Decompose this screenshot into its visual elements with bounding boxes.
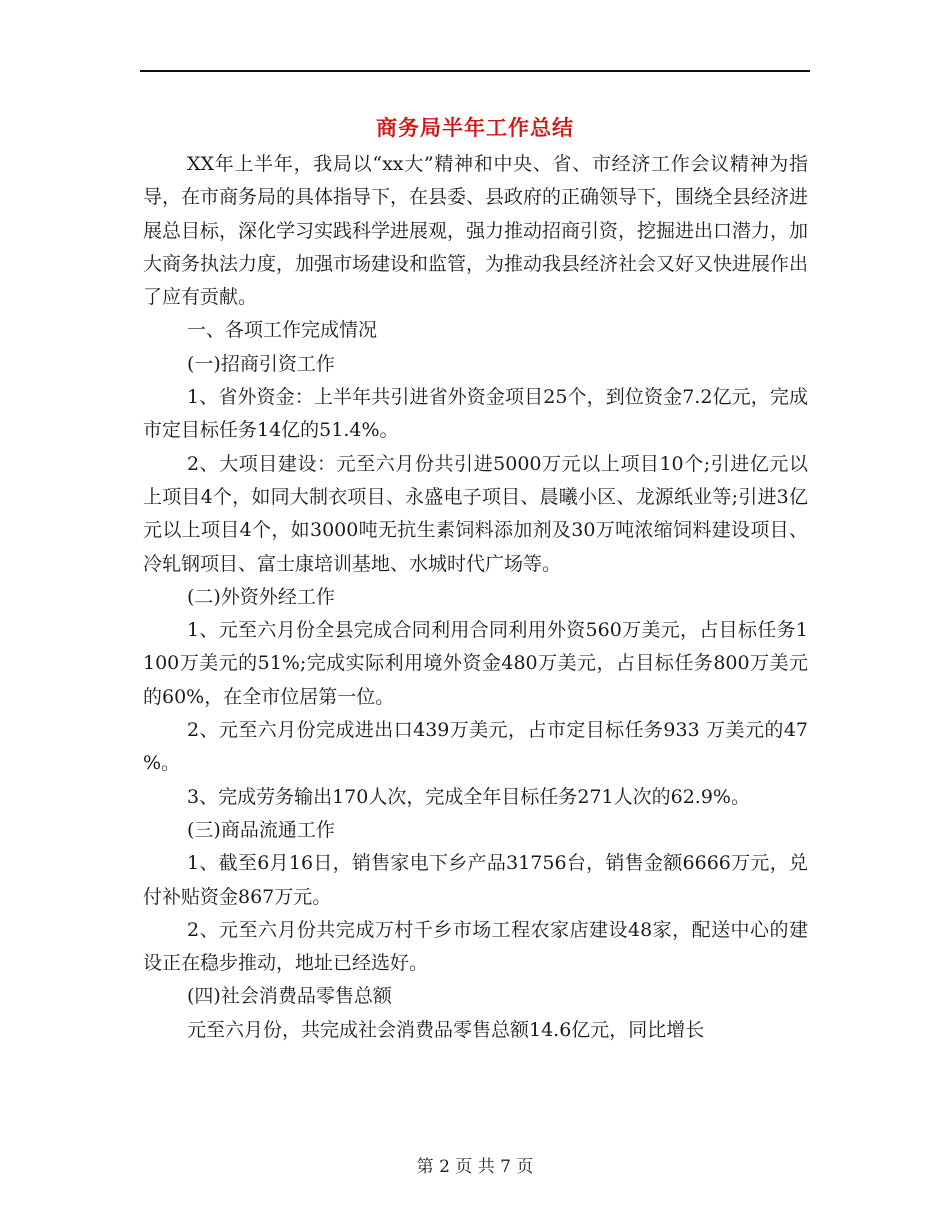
- subsection-heading: (二)外资外经工作: [187, 585, 335, 608]
- body-paragraph: 2、元至六月份完成进出口439万美元，占市定目标任务933 万美元的47 %。: [143, 719, 808, 775]
- subsection-heading: (一)招商引资工作: [187, 352, 335, 375]
- body-paragraph: 1、省外资金：上半年共引进省外资金项目25个，到位资金7.2亿元，完成市定目标任务14亿的51.4%。: [143, 386, 808, 442]
- page-number: 第 2 页 共 7 页: [416, 1157, 534, 1177]
- body-paragraph: 元至六月份，共完成社会消费品零售总额14.6亿元，同比增长: [187, 1018, 705, 1041]
- body-paragraph: 2、元至六月份共完成万村千乡市场工程农家店建设48家，配送中心的建设正在稳步推动，地址已经选好。: [143, 918, 808, 975]
- subsection-heading: (三)商品流通工作: [187, 818, 335, 841]
- body-paragraph: 2、大项目建设：元至六月份共引进5000万元以上项目10个;引进亿元以上项目4个，如同大制衣项目、永盛电子项目、晨曦小区、龙源纸业等;引进3亿元以上项目4个，如3000吨无抗生素饲料添加剂及30万吨浓缩饲料建设项目、冷轧钢项目、富士康培训基地、水城时代广场等。: [143, 452, 808, 575]
- subsection-heading: (四)社会消费品零售总额: [187, 985, 392, 1008]
- document-title: 商务局半年工作总结: [376, 115, 574, 140]
- section-heading: 一、各项工作完成情况: [187, 319, 378, 342]
- document-body: [143, 148, 808, 1047]
- intro-paragraph: XX年上半年，我局以“xx大”精神和中央、省、市经济工作会议精神为指导，在市商务局的具体指导下，在县委、县政府的正确领导下，围绕全县经济进展总目标，深化学习实践科学进展观，强力推动招商引资，挖掘进出口潜力，加大商务执法力度，加强市场建设和监管，为推动我县经济社会又好又快进展作出了应有贡献。: [143, 153, 809, 309]
- body-paragraph: 1、截至6月16日，销售家电下乡产品31756台，销售金额6666万元，兑付补贴资金867万元。: [143, 852, 808, 908]
- body-paragraph: 3、完成劳务输出170人次，完成全年目标任务271人次的62.9%。: [187, 785, 750, 808]
- body-paragraph: 1、元至六月份全县完成合同利用合同利用外资560万美元，占目标任务1100万美元的51%;完成实际利用境外资金480万美元，占目标任务800万美元的60%，在全市位居第一位。: [143, 619, 808, 708]
- header-rule: [140, 70, 810, 72]
